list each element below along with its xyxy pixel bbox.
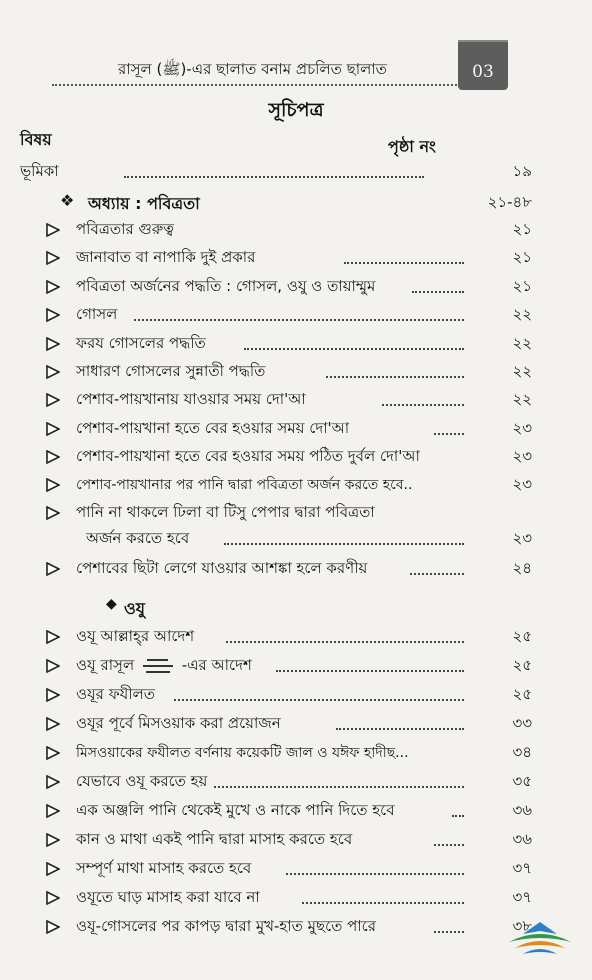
entry-title: সাধারণ গোসলের সুন্নাতী পদ্ধতি <box>76 362 266 380</box>
arrow-bullet-icon <box>46 630 60 644</box>
leader-dots <box>226 641 464 643</box>
entry-page: ৩৭ <box>512 888 532 906</box>
toc-entry[interactable] <box>14 271 538 301</box>
entry-page: ২৫ <box>512 685 532 703</box>
arrow-bullet-icon <box>46 280 60 294</box>
arrow-bullet-icon <box>46 365 60 379</box>
entry-title: কান ও মাথা একই পানি দ্বারা মাসাহ করতে হবে <box>76 830 353 848</box>
arrow-bullet-icon <box>46 891 60 905</box>
entry-page: ২১-৪৮ <box>487 193 532 211</box>
leader-dots <box>276 670 464 672</box>
entry-page: ২১ <box>512 248 532 266</box>
arrow-bullet-icon <box>46 422 60 436</box>
toc-entry[interactable] <box>14 766 538 796</box>
column-header-page: পৃষ্ঠা নং <box>388 137 436 156</box>
entry-page: ২৩ <box>512 447 532 465</box>
toc-entry[interactable] <box>14 679 538 709</box>
toc-entry[interactable] <box>14 497 538 553</box>
entry-page: ৩৫ <box>512 772 532 790</box>
toc-entry[interactable] <box>14 882 538 912</box>
entry-title: ভূমিকা <box>20 162 59 180</box>
diamond-bullet-icon: ❖ <box>60 191 75 210</box>
diamond-bullet-icon: ◆ <box>106 596 117 612</box>
arrow-bullet-icon <box>46 688 60 702</box>
entry-page: ৩৭ <box>512 859 532 877</box>
entry-title: ওযূর ফযীলত <box>76 685 156 703</box>
entry-title: ওযূর পূর্বে মিসওয়াক করা প্রয়োজন <box>76 714 281 732</box>
toc-title: সূচিপত্র <box>268 99 324 121</box>
honorific-calligraphy-icon <box>143 657 173 675</box>
chapter-title: অধ্যায় : পবিত্রতা <box>88 194 200 213</box>
entry-title: পেশাব-পায়খানা হতে বের হওয়ার সময় দো'আ <box>76 419 350 437</box>
entry-page: ২২ <box>512 362 532 380</box>
arrow-bullet-icon <box>46 775 60 789</box>
leader-dots <box>124 176 424 178</box>
toc-entry[interactable] <box>14 413 538 443</box>
arrow-bullet-icon <box>46 251 60 265</box>
toc-entry[interactable] <box>14 621 538 651</box>
toc-entry[interactable] <box>14 553 538 583</box>
entry-title: এক অঞ্জলি পানি থেকেই মুখে ও নাকে পানি দিতে হবে <box>76 801 395 819</box>
arrow-bullet-icon <box>46 506 60 520</box>
leader-dots <box>336 728 464 730</box>
entry-title: পেশাবের ছিটা লেগে যাওয়ার আশঙ্কা হলে করণীয় <box>76 559 368 577</box>
leader-dots <box>174 699 464 701</box>
toc-entry[interactable] <box>14 242 538 272</box>
leader-dots <box>302 902 464 904</box>
leader-dots <box>434 844 464 846</box>
entry-title <box>76 654 252 679</box>
leader-dots <box>244 348 464 350</box>
arrow-bullet-icon <box>46 717 60 731</box>
entry-title: জানাবাত বা নাপাকি দুই প্রকার <box>76 248 256 266</box>
leader-dots <box>382 404 464 406</box>
entry-title: ওযূ-গোসলের পর কাপড় দ্বারা মুখ-হাত মুছতে পারে <box>76 917 376 935</box>
entry-title: পবিত্রতা অর্জনের পদ্ধতি : গোসল, ওযু ও তায়াম্মুম <box>76 277 376 295</box>
toc-entry-chapter[interactable] <box>14 187 538 217</box>
toc-entry[interactable] <box>14 156 538 186</box>
entry-page: ২৩ <box>512 419 532 437</box>
leader-dots <box>452 815 464 817</box>
toc-entry[interactable] <box>14 853 538 883</box>
column-header-subject: বিষয় <box>20 130 52 149</box>
leader-dots <box>344 262 464 264</box>
entry-title: পেশাব-পায়খানার পর পানি দ্বারা পবিত্রতা অর্জন করতে হবে.. <box>76 477 413 493</box>
toc-entry[interactable] <box>14 737 538 767</box>
leader-dots <box>410 573 464 575</box>
entry-title: পানি না থাকলে ঢিলা বা টিসু পেপার দ্বারা পবিত্রতা <box>76 503 375 521</box>
entry-page: ৩৩ <box>512 714 532 732</box>
leader-dots <box>434 931 464 933</box>
entry-page: ৩৬ <box>512 830 532 848</box>
entry-title-continued: অর্জন করতে হবে <box>86 529 190 547</box>
leader-dots <box>134 319 464 321</box>
toc-entry[interactable] <box>14 824 538 854</box>
entry-page: ২৫ <box>512 656 532 674</box>
header-title: রাসূল (ﷺ)-এর ছালাত বনাম প্রচলিত ছালাত <box>118 60 387 78</box>
toc-section-heading[interactable] <box>14 592 538 622</box>
entry-title: পবিত্রতার গুরুত্ব <box>76 220 174 238</box>
entry-title: ওযূ আল্লাহ্‌র আদেশ <box>76 627 195 645</box>
toc-entry[interactable] <box>14 650 538 680</box>
toc-entry[interactable] <box>14 708 538 738</box>
arrow-bullet-icon <box>46 337 60 351</box>
entry-title-end: -এর আদেশ <box>181 656 252 674</box>
arrow-bullet-icon <box>46 450 60 464</box>
arrow-bullet-icon <box>46 833 60 847</box>
arrow-bullet-icon <box>46 804 60 818</box>
toc-entry[interactable] <box>14 214 538 244</box>
leader-dots <box>326 376 464 378</box>
entry-page: ২৩ <box>512 529 532 547</box>
entry-title: গোসল <box>76 305 118 323</box>
arrow-bullet-icon <box>46 562 60 576</box>
entry-title: পেশাব-পায়খানা হতে বের হওয়ার সময় পঠিত দুর্বল দো'আ <box>76 447 420 465</box>
leader-dots <box>214 786 464 788</box>
entry-page: ২২ <box>512 390 532 408</box>
page-number-tab <box>458 40 508 90</box>
leader-dots <box>412 291 464 293</box>
entry-title: সম্পূর্ণ মাথা মাসাহ করতে হবে <box>76 859 252 877</box>
entry-page: ২৪ <box>512 559 532 577</box>
entry-page: ৩৪ <box>512 743 532 761</box>
arrow-bullet-icon <box>46 308 60 322</box>
toc-entry[interactable] <box>14 469 538 499</box>
toc-entry[interactable] <box>14 356 538 386</box>
header-rule <box>52 84 484 86</box>
entry-title: পেশাব-পায়খানায় যাওয়ার সময় দো'আ <box>76 390 306 408</box>
section-title: ওযু <box>124 599 145 618</box>
leader-dots <box>224 543 464 545</box>
toc-entry[interactable] <box>14 384 538 414</box>
leader-dots <box>434 433 464 435</box>
arrow-bullet-icon <box>46 223 60 237</box>
toc-entry[interactable] <box>14 795 538 825</box>
entry-page: ২২ <box>512 334 532 352</box>
toc-entry[interactable] <box>14 911 538 941</box>
entry-title: ফরয গোসলের পদ্ধতি <box>76 334 206 352</box>
toc-entry[interactable] <box>14 441 538 471</box>
entry-page: ৩৬ <box>512 801 532 819</box>
entry-page: ২৫ <box>512 627 532 645</box>
page-number: 03 <box>472 62 494 82</box>
toc-entry[interactable] <box>14 299 538 329</box>
entry-page: ২১ <box>512 220 532 238</box>
entry-page: ২২ <box>512 305 532 323</box>
entry-page: ১৯ <box>512 162 532 180</box>
entry-page: ২৩ <box>512 475 532 493</box>
arrow-bullet-icon <box>46 746 60 760</box>
entry-title: যেভাবে ওযূ করতে হয় <box>76 772 208 790</box>
arrow-bullet-icon <box>46 862 60 876</box>
leader-dots <box>286 873 464 875</box>
arrow-bullet-icon <box>46 659 60 673</box>
entry-page: ৩৮ <box>512 917 532 935</box>
toc-entry[interactable] <box>14 328 538 358</box>
publisher-logo-icon <box>505 920 575 964</box>
entry-title: মিসওয়াকের ফযীলত বর্ণনায় কয়েকটি জাল ও যঈফ হাদীছ... <box>76 745 409 761</box>
arrow-bullet-icon <box>46 393 60 407</box>
arrow-bullet-icon <box>46 478 60 492</box>
entry-page: ২১ <box>512 277 532 295</box>
entry-title-start: ওযূ রাসূল <box>76 656 135 674</box>
arrow-bullet-icon <box>46 920 60 934</box>
entry-title: ওযূতে ঘাড় মাসাহ করা যাবে না <box>76 888 260 906</box>
